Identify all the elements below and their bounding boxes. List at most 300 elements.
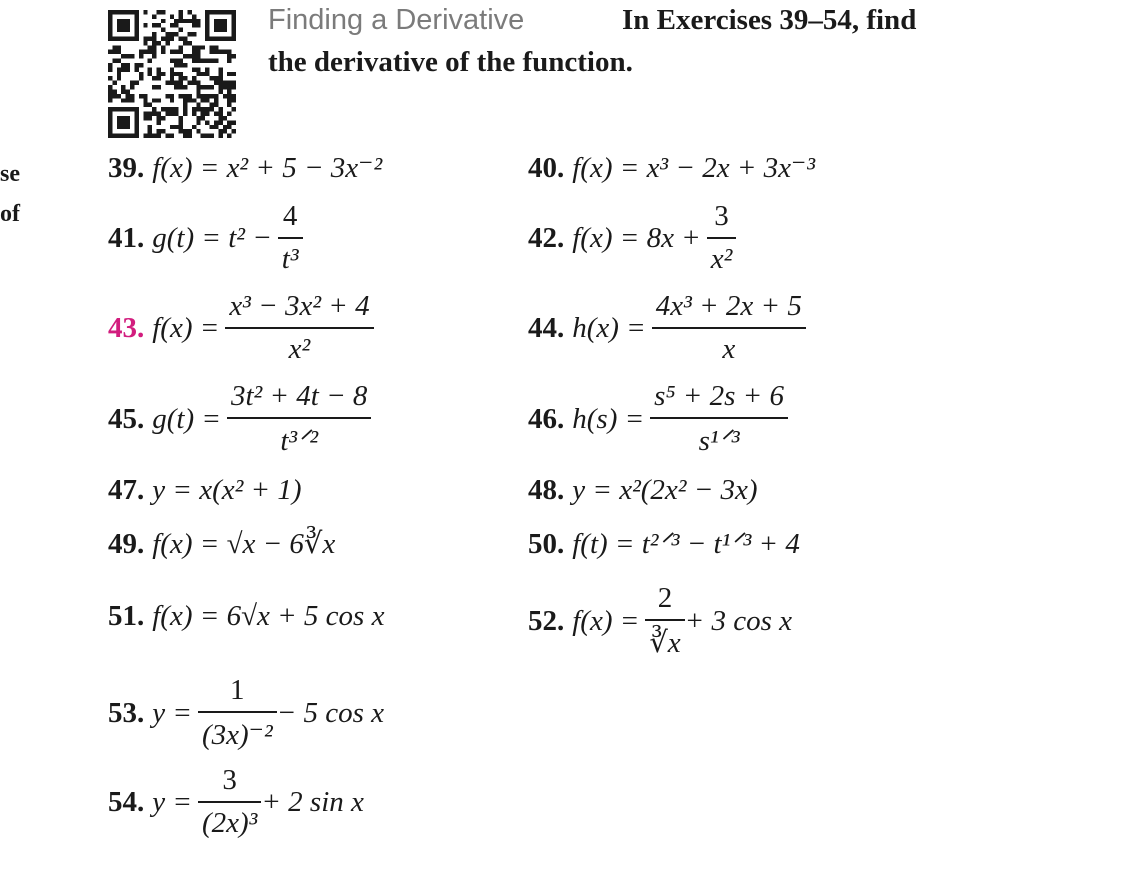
qr-module bbox=[232, 120, 236, 124]
qr-module bbox=[174, 63, 178, 67]
qr-module bbox=[170, 72, 174, 76]
qr-module bbox=[201, 107, 205, 111]
qr-module bbox=[108, 36, 112, 40]
qr-module bbox=[201, 85, 205, 89]
qr-module bbox=[192, 107, 196, 111]
qr-module bbox=[232, 54, 236, 58]
exercise-lhs: h(x) = bbox=[572, 311, 646, 344]
qr-module bbox=[126, 120, 130, 124]
qr-module bbox=[210, 10, 214, 14]
margin-fragment: se bbox=[0, 161, 20, 187]
qr-module bbox=[117, 45, 121, 49]
qr-module bbox=[126, 36, 130, 40]
qr-module bbox=[121, 98, 125, 102]
qr-module bbox=[148, 116, 152, 120]
qr-module bbox=[121, 134, 125, 138]
qr-module bbox=[112, 45, 116, 49]
qr-module bbox=[157, 112, 161, 116]
qr-module bbox=[134, 112, 138, 116]
exercise-lhs: f(x) = bbox=[572, 152, 640, 184]
qr-module bbox=[196, 54, 200, 58]
qr-module bbox=[192, 50, 196, 54]
qr-module bbox=[126, 63, 130, 67]
qr-module bbox=[121, 10, 125, 14]
qr-module bbox=[165, 107, 169, 111]
qr-module bbox=[121, 107, 125, 111]
fraction bbox=[707, 200, 737, 276]
qr-module bbox=[165, 112, 169, 116]
qr-module bbox=[227, 36, 231, 40]
qr-module bbox=[227, 85, 231, 89]
qr-module bbox=[108, 129, 112, 133]
exercise-lhs: g(t) = bbox=[152, 221, 221, 254]
qr-module bbox=[192, 14, 196, 18]
qr-module bbox=[227, 120, 231, 124]
qr-module bbox=[183, 63, 187, 67]
qr-module bbox=[126, 98, 130, 102]
qr-module bbox=[218, 23, 222, 27]
qr-module bbox=[201, 59, 205, 63]
qr-module bbox=[148, 129, 152, 133]
exercise-lhs: f(x) = bbox=[152, 528, 220, 560]
exercise-number: 53. bbox=[108, 696, 145, 729]
qr-module bbox=[218, 67, 222, 71]
qr-module bbox=[157, 10, 161, 14]
qr-module bbox=[117, 19, 121, 23]
qr-module bbox=[232, 19, 236, 23]
qr-module bbox=[117, 28, 121, 32]
qr-module bbox=[108, 85, 112, 89]
qr-module bbox=[187, 10, 191, 14]
qr-module bbox=[157, 120, 161, 124]
qr-module bbox=[134, 107, 138, 111]
qr-module bbox=[196, 50, 200, 54]
qr-module bbox=[214, 28, 218, 32]
qr-module bbox=[126, 19, 130, 23]
qr-module bbox=[152, 14, 156, 18]
qr-module bbox=[165, 134, 169, 138]
qr-module bbox=[232, 72, 236, 76]
denominator: s¹ᐟ³ bbox=[650, 417, 788, 458]
qr-module bbox=[214, 112, 218, 116]
qr-module bbox=[121, 28, 125, 32]
qr-module bbox=[210, 85, 214, 89]
qr-module bbox=[179, 94, 183, 98]
denominator: t³ᐟ² bbox=[227, 417, 371, 458]
qr-module bbox=[179, 63, 183, 67]
qr-module bbox=[134, 36, 138, 40]
qr-module bbox=[126, 94, 130, 98]
qr-module bbox=[108, 94, 112, 98]
qr-module bbox=[152, 107, 156, 111]
qr-module bbox=[152, 112, 156, 116]
qr-module bbox=[192, 67, 196, 71]
exercise-46 bbox=[528, 380, 788, 458]
qr-module bbox=[108, 63, 112, 67]
qr-module bbox=[126, 54, 130, 58]
qr-module bbox=[183, 103, 187, 107]
qr-module bbox=[108, 67, 112, 71]
qr-module bbox=[214, 45, 218, 49]
qr-module bbox=[223, 85, 227, 89]
qr-module bbox=[170, 76, 174, 80]
numerator: 3 bbox=[714, 200, 729, 232]
qr-module bbox=[205, 120, 209, 124]
exercise-suffix: + 3 cos x bbox=[684, 604, 793, 637]
qr-module bbox=[196, 107, 200, 111]
qr-module bbox=[183, 19, 187, 23]
qr-module bbox=[157, 85, 161, 89]
qr-module bbox=[170, 14, 174, 18]
qr-module bbox=[196, 94, 200, 98]
qr-module bbox=[192, 98, 196, 102]
exercise-number: 50. bbox=[528, 528, 565, 560]
qr-module bbox=[179, 45, 183, 49]
qr-module bbox=[179, 81, 183, 85]
qr-module bbox=[227, 98, 231, 102]
qr-module bbox=[112, 134, 116, 138]
qr-module bbox=[143, 41, 147, 45]
exercise-number: 44. bbox=[528, 311, 565, 344]
exercise-45 bbox=[108, 380, 371, 458]
qr-module bbox=[223, 81, 227, 85]
qr-module bbox=[205, 23, 209, 27]
qr-module bbox=[227, 89, 231, 93]
qr-module bbox=[134, 129, 138, 133]
qr-module bbox=[152, 50, 156, 54]
exercise-expression: 6√x + 5 cos x bbox=[226, 600, 385, 632]
qr-module bbox=[214, 94, 218, 98]
qr-module bbox=[139, 50, 143, 54]
qr-module bbox=[165, 94, 169, 98]
qr-module bbox=[134, 63, 138, 67]
qr-module bbox=[161, 72, 165, 76]
qr-module bbox=[232, 98, 236, 102]
exercise-number: 39. bbox=[108, 152, 145, 184]
exercise-number: 41. bbox=[108, 221, 145, 254]
exercise-number: 40. bbox=[528, 152, 565, 184]
exercise-47 bbox=[108, 474, 302, 507]
qr-module bbox=[174, 19, 178, 23]
qr-module bbox=[117, 67, 121, 71]
qr-module bbox=[161, 36, 165, 40]
qr-module bbox=[117, 50, 121, 54]
qr-module bbox=[143, 134, 147, 138]
qr-module bbox=[179, 10, 183, 14]
exercise-number: 45. bbox=[108, 402, 145, 435]
qr-module bbox=[187, 98, 191, 102]
qr-module bbox=[165, 81, 169, 85]
exercise-lhs: y = bbox=[152, 785, 192, 818]
qr-module bbox=[192, 19, 196, 23]
qr-module bbox=[108, 14, 112, 18]
qr-module bbox=[134, 10, 138, 14]
exercise-number: 46. bbox=[528, 402, 565, 435]
qr-module bbox=[196, 120, 200, 124]
qr-module bbox=[196, 67, 200, 71]
qr-module bbox=[108, 112, 112, 116]
qr-module bbox=[218, 85, 222, 89]
qr-module bbox=[117, 94, 121, 98]
qr-module bbox=[112, 81, 116, 85]
numerator: 1 bbox=[230, 674, 245, 706]
qr-module bbox=[179, 72, 183, 76]
qr-module bbox=[121, 116, 125, 120]
qr-module bbox=[130, 134, 134, 138]
exercise-lhs: h(s) = bbox=[572, 402, 645, 435]
qr-module bbox=[143, 116, 147, 120]
qr-module bbox=[218, 36, 222, 40]
qr-module bbox=[170, 134, 174, 138]
qr-module bbox=[205, 98, 209, 102]
exercise-suffix: + 2 sin x bbox=[261, 785, 364, 818]
numerator: 3 bbox=[222, 764, 237, 796]
qr-module bbox=[112, 50, 116, 54]
qr-module bbox=[174, 81, 178, 85]
qr-module bbox=[108, 28, 112, 32]
qr-module bbox=[126, 23, 130, 27]
qr-module bbox=[214, 120, 218, 124]
qr-module bbox=[192, 32, 196, 36]
qr-module bbox=[148, 36, 152, 40]
exercise-prefix: 8x + bbox=[646, 221, 701, 254]
qr-module bbox=[187, 19, 191, 23]
qr-module bbox=[232, 81, 236, 85]
exercise-53 bbox=[108, 674, 384, 752]
qr-module bbox=[192, 81, 196, 85]
qr-module bbox=[161, 107, 165, 111]
qr-module bbox=[214, 81, 218, 85]
qr-module bbox=[148, 45, 152, 49]
qr-module bbox=[108, 19, 112, 23]
qr-module bbox=[187, 54, 191, 58]
fraction bbox=[227, 380, 371, 458]
qr-module bbox=[227, 81, 231, 85]
qr-module bbox=[210, 45, 214, 49]
qr-module bbox=[139, 72, 143, 76]
fraction bbox=[198, 764, 261, 840]
qr-module bbox=[121, 63, 125, 67]
qr-module bbox=[183, 112, 187, 116]
qr-module bbox=[108, 50, 112, 54]
qr-module bbox=[161, 129, 165, 133]
qr-module bbox=[227, 54, 231, 58]
qr-module bbox=[196, 103, 200, 107]
qr-module bbox=[227, 10, 231, 14]
qr-module bbox=[214, 59, 218, 63]
qr-module bbox=[170, 23, 174, 27]
qr-module bbox=[205, 94, 209, 98]
qr-module bbox=[192, 59, 196, 63]
qr-module bbox=[223, 94, 227, 98]
qr-module bbox=[179, 120, 183, 124]
exercise-number: 49. bbox=[108, 528, 145, 560]
qr-module bbox=[218, 28, 222, 32]
qr-module bbox=[205, 134, 209, 138]
qr-module bbox=[157, 76, 161, 80]
qr-module bbox=[170, 32, 174, 36]
exercise-44 bbox=[528, 290, 806, 366]
numerator: 3t² + 4t − 8 bbox=[230, 380, 368, 412]
qr-module bbox=[179, 28, 183, 32]
qr-module bbox=[134, 32, 138, 36]
denominator: (2x)³ bbox=[198, 801, 261, 840]
qr-module bbox=[157, 67, 161, 71]
qr-module bbox=[223, 36, 227, 40]
qr-module bbox=[205, 28, 209, 32]
qr-module bbox=[183, 76, 187, 80]
qr-module bbox=[196, 129, 200, 133]
exercise-number: 48. bbox=[528, 474, 565, 506]
qr-module bbox=[205, 19, 209, 23]
qr-module bbox=[170, 94, 174, 98]
qr-module bbox=[187, 94, 191, 98]
qr-module bbox=[130, 94, 134, 98]
qr-module bbox=[196, 89, 200, 93]
exercise-52 bbox=[528, 582, 792, 660]
qr-module bbox=[152, 134, 156, 138]
qr-module bbox=[232, 36, 236, 40]
qr-module bbox=[161, 10, 165, 14]
exercise-number: 51. bbox=[108, 600, 145, 632]
qr-module bbox=[227, 94, 231, 98]
qr-module bbox=[196, 116, 200, 120]
qr-module bbox=[218, 89, 222, 93]
qr-module bbox=[205, 14, 209, 18]
qr-module bbox=[183, 107, 187, 111]
qr-module bbox=[170, 81, 174, 85]
qr-module bbox=[223, 10, 227, 14]
qr-module bbox=[232, 32, 236, 36]
exercise-lhs: f(x) = bbox=[152, 600, 220, 632]
qr-module bbox=[227, 103, 231, 107]
qr-module bbox=[179, 14, 183, 18]
qr-module bbox=[187, 32, 191, 36]
qr-module bbox=[126, 89, 130, 93]
exercise-number: 43. bbox=[108, 311, 145, 344]
qr-module bbox=[112, 59, 116, 63]
exercise-number: 54. bbox=[108, 785, 145, 818]
exercise-49 bbox=[108, 526, 335, 561]
qr-module bbox=[179, 125, 183, 129]
qr-module bbox=[218, 116, 222, 120]
qr-module bbox=[161, 50, 165, 54]
qr-module bbox=[134, 81, 138, 85]
denominator: (3x)⁻² bbox=[198, 711, 277, 752]
qr-module bbox=[183, 134, 187, 138]
denominator: t³ bbox=[278, 237, 303, 276]
qr-module bbox=[196, 45, 200, 49]
qr-module bbox=[152, 85, 156, 89]
qr-module bbox=[205, 112, 209, 116]
qr-module bbox=[134, 116, 138, 120]
qr-module bbox=[130, 54, 134, 58]
qr-module bbox=[223, 125, 227, 129]
qr-module bbox=[143, 103, 147, 107]
qr-module bbox=[201, 72, 205, 76]
numerator: 4x³ + 2x + 5 bbox=[655, 290, 802, 322]
qr-module bbox=[214, 103, 218, 107]
qr-module bbox=[179, 59, 183, 63]
numerator: 2 bbox=[657, 582, 673, 614]
qr-module bbox=[126, 125, 130, 129]
qr-module bbox=[179, 76, 183, 80]
qr-module bbox=[205, 36, 209, 40]
qr-module bbox=[170, 107, 174, 111]
qr-module bbox=[108, 23, 112, 27]
qr-module bbox=[161, 45, 165, 49]
qr-module bbox=[210, 125, 214, 129]
qr-module bbox=[187, 81, 191, 85]
qr-module bbox=[134, 28, 138, 32]
exercise-50 bbox=[528, 526, 800, 561]
qr-module bbox=[227, 112, 231, 116]
qr-module bbox=[201, 134, 205, 138]
qr-module bbox=[179, 36, 183, 40]
qr-module bbox=[210, 103, 214, 107]
qr-module bbox=[139, 76, 143, 80]
qr-module bbox=[126, 67, 130, 71]
qr-module bbox=[179, 19, 183, 23]
exercise-51 bbox=[108, 600, 384, 633]
qr-module bbox=[117, 134, 121, 138]
qr-module bbox=[232, 107, 236, 111]
qr-module bbox=[152, 45, 156, 49]
qr-module bbox=[210, 107, 214, 111]
qr-module bbox=[223, 50, 227, 54]
qr-module bbox=[143, 23, 147, 27]
qr-module bbox=[126, 116, 130, 120]
exercise-expression: x²(2x² − 3x) bbox=[619, 474, 758, 506]
qr-module bbox=[121, 36, 125, 40]
qr-module bbox=[108, 125, 112, 129]
exercise-lhs: f(t) = bbox=[572, 528, 635, 560]
denominator: x² bbox=[707, 237, 737, 276]
qr-module bbox=[232, 129, 236, 133]
qr-module bbox=[179, 50, 183, 54]
qr-module bbox=[223, 28, 227, 32]
exercise-expression: t²ᐟ³ − t¹ᐟ³ + 4 bbox=[641, 528, 800, 560]
qr-module bbox=[157, 23, 161, 27]
qr-module bbox=[196, 85, 200, 89]
qr-module bbox=[218, 10, 222, 14]
qr-module bbox=[218, 72, 222, 76]
qr-module bbox=[214, 23, 218, 27]
qr-module bbox=[157, 72, 161, 76]
exercise-lhs: y = bbox=[152, 474, 192, 506]
qr-module bbox=[214, 10, 218, 14]
qr-module bbox=[170, 36, 174, 40]
qr-module bbox=[121, 89, 125, 93]
qr-module bbox=[192, 125, 196, 129]
qr-module bbox=[130, 107, 134, 111]
qr-module bbox=[232, 28, 236, 32]
qr-module bbox=[134, 120, 138, 124]
qr-module bbox=[126, 107, 130, 111]
qr-module bbox=[117, 107, 121, 111]
qr-module bbox=[210, 50, 214, 54]
qr-module bbox=[152, 76, 156, 80]
qr-module bbox=[148, 112, 152, 116]
exercise-lhs: f(x) = bbox=[572, 604, 640, 637]
qr-module bbox=[205, 72, 209, 76]
qr-module bbox=[227, 72, 231, 76]
qr-module bbox=[117, 125, 121, 129]
qr-module bbox=[174, 59, 178, 63]
qr-module bbox=[148, 103, 152, 107]
qr-module bbox=[170, 125, 174, 129]
qr-module bbox=[121, 85, 125, 89]
